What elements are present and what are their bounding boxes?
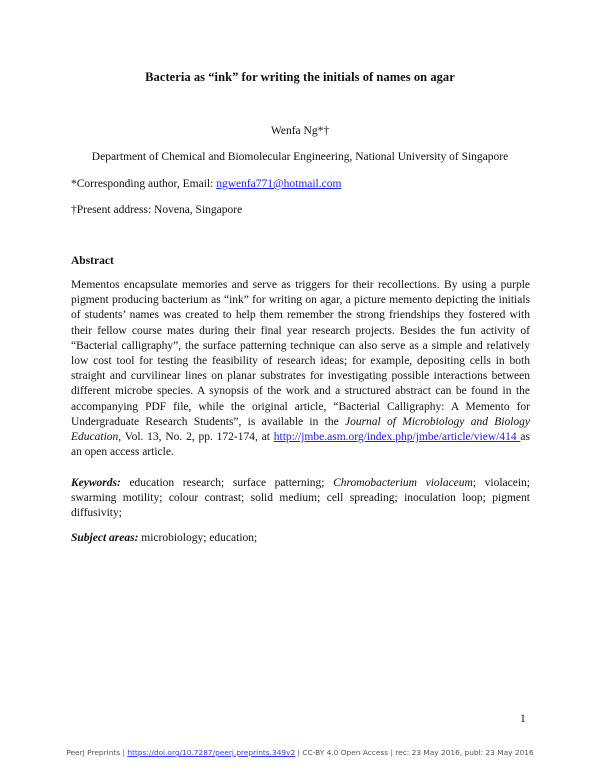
subject-text: microbiology; education; bbox=[138, 532, 258, 544]
preprint-footer bbox=[0, 748, 600, 757]
author-affiliation: Department of Chemical and Biomolecular Engineering, National University of Singapore bbox=[91, 151, 509, 163]
author-name: Wenfa Ng*† bbox=[270, 125, 330, 137]
abstract-text: Mementos encapsulate memories and serve as triggers for their recollections. By using a purple pigment producing bacterium as “ink” for writing on agar, a picture memento depicting the initials of students’ names was created to help them remember the strong friendships they fostered with their fellow course mates during their final year research projects. Besides the fun activity of “Bacterial calligraphy”, the surface patterning technique can also serve as a simple and relatively low cost tool for testing the feasibility of research ideas; for example, depositing cells in both straight and curvilinear lines on planar substrates for investigating possible interactions between different microbe species. A synopsis of the work and a structured abstract can be found in the accompanying PDF file, while the original article, “Bacterial Calligraphy: A Memento for Undergraduate Research Students”, is available in the bbox=[71, 279, 530, 428]
paper-title: Bacteria as “ink” for writing the initials of names on agar bbox=[145, 70, 455, 84]
abstract-body bbox=[71, 278, 530, 460]
present-address: †Present address: Novena, Singapore bbox=[71, 204, 243, 216]
article-url-link[interactable]: http://jmbe.asm.org/index.php/jmbe/article/view/414 bbox=[273, 431, 521, 444]
keywords-italic-term: Chromobacterium violaceum bbox=[333, 477, 473, 489]
keywords-label: Keywords: bbox=[71, 477, 121, 489]
journal-citation: Vol. 13, No. 2, pp. 172-174, at bbox=[121, 431, 274, 444]
keywords-text-b: ; violacein; swarming motility; colour contrast; solid medium; cell spreading; inoculation loop; pigment diffusivity; bbox=[71, 477, 530, 520]
keywords-text-a: education research; surface patterning; bbox=[120, 477, 334, 489]
corresponding-author bbox=[71, 178, 341, 190]
abstract-text-end: as an open access article. bbox=[71, 431, 530, 459]
footer-suffix: | CC-BY 4.0 Open Access | rec: 23 May 2016, publ: 23 May 2016 bbox=[295, 748, 534, 757]
email-link[interactable]: ngwenfa771@hotmail.com bbox=[216, 178, 342, 190]
page-number: 1 bbox=[520, 713, 526, 725]
keywords bbox=[71, 476, 530, 522]
corresponding-label: *Corresponding author, Email: bbox=[71, 178, 217, 190]
doi-link[interactable]: https://doi.org/10.7287/peerj.preprints.349v2 bbox=[127, 748, 296, 757]
footer-prefix: PeerJ Preprints | bbox=[66, 748, 128, 757]
journal-name: Journal of Microbiology and Biology Education, bbox=[71, 415, 530, 444]
subject-label: Subject areas: bbox=[71, 532, 139, 544]
abstract-heading: Abstract bbox=[71, 255, 114, 267]
subject-areas bbox=[71, 532, 257, 544]
